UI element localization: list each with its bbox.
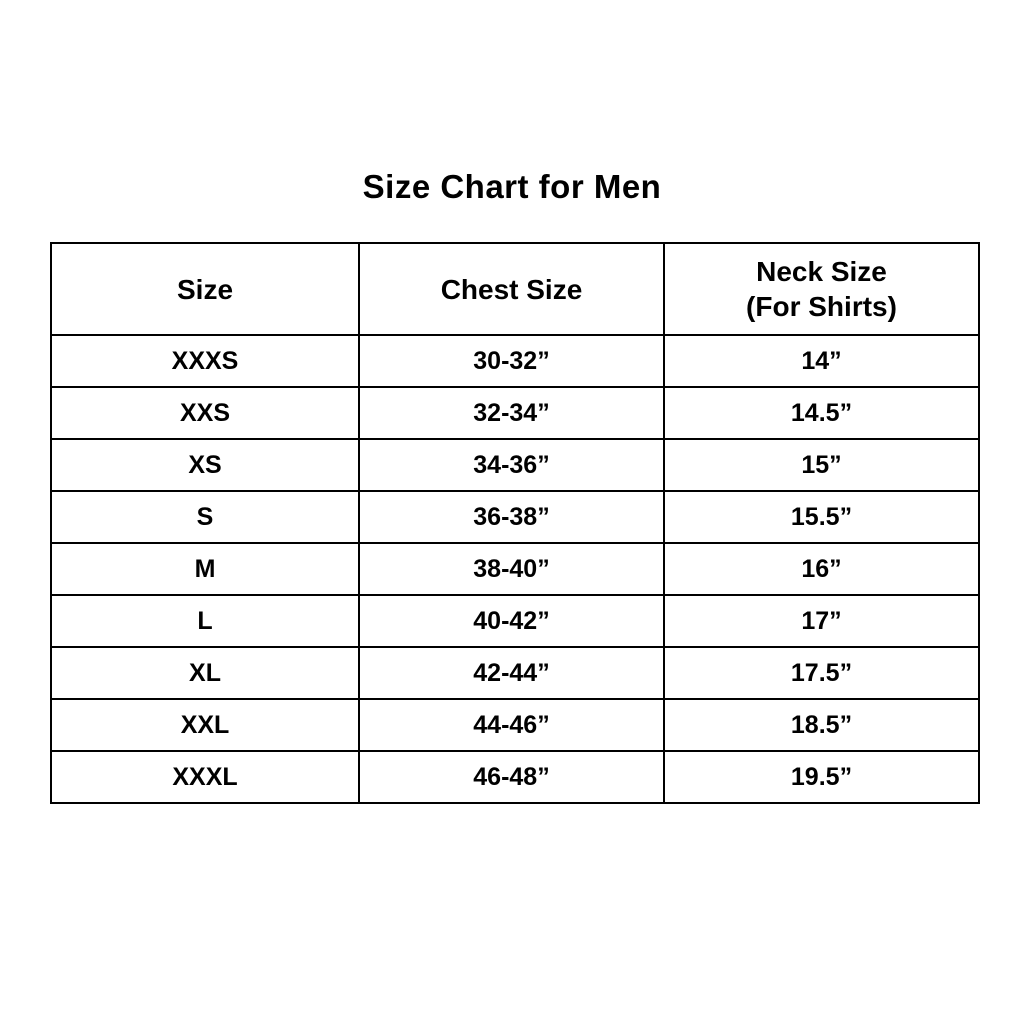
table-row bbox=[51, 595, 979, 647]
chest-size-cell: 46-48” bbox=[359, 751, 664, 803]
chest-size-cell: 32-34” bbox=[359, 387, 664, 439]
chest-size-cell: 42-44” bbox=[359, 647, 664, 699]
table-row bbox=[51, 751, 979, 803]
size-cell: XL bbox=[51, 647, 359, 699]
size-cell: S bbox=[51, 491, 359, 543]
table-row bbox=[51, 439, 979, 491]
table-row bbox=[51, 647, 979, 699]
neck-size-cell: 14.5” bbox=[664, 387, 979, 439]
size-cell: L bbox=[51, 595, 359, 647]
chest-size-cell: 44-46” bbox=[359, 699, 664, 751]
chest-size-cell: 40-42” bbox=[359, 595, 664, 647]
column-header-neck-size-line2: (For Shirts) bbox=[746, 291, 897, 322]
table-row bbox=[51, 335, 979, 387]
table-row bbox=[51, 699, 979, 751]
chest-size-cell: 30-32” bbox=[359, 335, 664, 387]
size-chart-table bbox=[50, 242, 980, 804]
size-cell: XXL bbox=[51, 699, 359, 751]
neck-size-cell: 18.5” bbox=[664, 699, 979, 751]
neck-size-cell: 16” bbox=[664, 543, 979, 595]
size-cell: M bbox=[51, 543, 359, 595]
table-row bbox=[51, 387, 979, 439]
size-cell: XS bbox=[51, 439, 359, 491]
chest-size-cell: 36-38” bbox=[359, 491, 664, 543]
neck-size-cell: 19.5” bbox=[664, 751, 979, 803]
neck-size-cell: 17.5” bbox=[664, 647, 979, 699]
neck-size-cell: 15.5” bbox=[664, 491, 979, 543]
table-row bbox=[51, 491, 979, 543]
table-header-row bbox=[51, 243, 979, 335]
column-header-size: Size bbox=[51, 243, 359, 335]
neck-size-cell: 14” bbox=[664, 335, 979, 387]
size-cell: XXXS bbox=[51, 335, 359, 387]
chest-size-cell: 38-40” bbox=[359, 543, 664, 595]
table-row bbox=[51, 543, 979, 595]
chest-size-cell: 34-36” bbox=[359, 439, 664, 491]
neck-size-cell: 17” bbox=[664, 595, 979, 647]
column-header-neck-size bbox=[664, 243, 979, 335]
size-cell: XXS bbox=[51, 387, 359, 439]
column-header-neck-size-line1: Neck Size bbox=[756, 256, 887, 287]
column-header-chest-size: Chest Size bbox=[359, 243, 664, 335]
size-cell: XXXL bbox=[51, 751, 359, 803]
page-title: Size Chart for Men bbox=[362, 168, 662, 205]
neck-size-cell: 15” bbox=[664, 439, 979, 491]
